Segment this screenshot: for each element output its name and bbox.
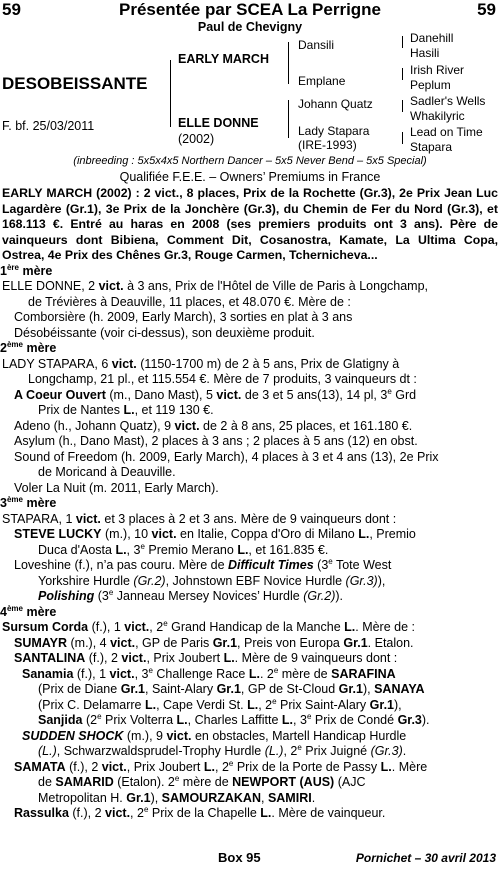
produce-steve-lucky: STEVE LUCKY (m.), 10 vict. en Italie, Coppa d'Oro di Milano L., Premio: [14, 527, 416, 541]
produce-samata-2: de SAMARID (Etalon). 2e mère de NEWPORT (AUS) (AJC: [38, 773, 366, 789]
pedigree-ggs-7: Lead on Time: [410, 125, 483, 139]
section-4th-dam: 4ème mère: [0, 603, 57, 619]
pedigree-dam-year: (2002): [178, 132, 215, 146]
produce-loveshine: Loveshine (f.), n’a pas couru. Mère de Difficult Times (3e Tote West: [14, 556, 392, 572]
produce-sanamia-3: (Prix C. Delamarre L., Cape Verdi St. L., 2e Prix Saint-Alary Gr.1),: [38, 696, 402, 712]
horse-name: DESOBEISSANTE: [2, 74, 148, 93]
produce-sudden-shock-2: (L.), Schwarzwaldsprudel-Trophy Hurdle (L.), 2e Prix Juigné (Gr.3).: [38, 742, 407, 758]
pedigree-ggs-1: Danehill: [410, 31, 454, 45]
owner-name: Paul de Chevigny: [197, 20, 303, 34]
pedigree-ggs-8: Stapara: [410, 140, 453, 154]
pedigree-dam: ELLE DONNE: [178, 116, 259, 130]
produce-loveshine-2: Yorkshire Hurdle (Gr.2), Johnstown EBF Novice Hurdle (Gr.3)),: [38, 573, 386, 588]
pedigree-ggs-5: Sadler's Wells: [410, 94, 486, 108]
produce-santalina: SANTALINA (f.), 2 vict., Prix Joubert L.. Mère de 9 vainqueurs dont :: [14, 651, 398, 665]
section-1st-dam: 1ère mère: [0, 262, 53, 278]
pedigree-ggs-4: Peplum: [410, 78, 451, 92]
qualification-note: Qualifiée F.E.E. – Owners’ Premiums in France: [119, 170, 381, 184]
produce-adeno: Adeno (h., Johann Quatz), 9 vict. de 2 à 8 ans, 25 places, et 161.180 €.: [14, 418, 413, 433]
pedigree-ggs-2: Hasili: [410, 46, 440, 60]
produce-sumayr: SUMAYR (m.), 4 vict., GP de Paris Gr.1, Preis von Europa Gr.1. Etalon.: [14, 635, 414, 650]
produce-a-coeur-ouvert-2: Prix de Nantes L., et 119 130 €.: [38, 403, 214, 417]
produce-sanamia-2: (Prix de Diane Gr.1, Saint-Alary Gr.1, GP de St-Cloud Gr.1), SANAYA: [38, 682, 425, 696]
produce-desobeissante: Désobéissante (voir ci-dessus), son deuxième produit.: [14, 325, 315, 340]
pedigree-sire-sire: Dansili: [298, 38, 335, 52]
pedigree-sire: EARLY MARCH: [178, 52, 269, 66]
produce-loveshine-3: Polishing (3e Janneau Mersey Novices’ Hurdle (Gr.2)).: [38, 587, 344, 603]
sire-paragraph: EARLY MARCH (2002) : 2 vict., 8 places, Prix de la Rochette (Gr.3), 2e Prix Jean Luc Lagardère (Gr.1), 3e Prix de la Jonchère (Gr.3), du Chemin de Fer du Nord (Gr.3), et 168.113 €. Entré au haras en 2008 (ses premiers produits ont 3 ans). Père de vainqueurs dont Bibiena, Comment Dit, Cosanostra, Kamate, La Ultima Copa, Ostrea, 4e Prix des Chênes Gr.3, Rouge Carmen, Tchernicheva...: [2, 186, 498, 262]
third-dam-line: STAPARA, 1 vict. et 3 places à 2 et 3 ans. Mère de 9 vainqueurs dont :: [2, 511, 397, 526]
inbreeding-note: (inbreeding : 5x5x4x5 Northern Dancer – 5x5 Never Bend – 5x5 Special): [73, 155, 427, 167]
produce-samata-3: Metropolitan H. Gr.1), SAMOURZAKAN, SAMIRI.: [38, 790, 316, 805]
produce-sanamia: Sanamia (f.), 1 vict., 3e Challenge Race L.. 2e mère de SARAFINA: [22, 665, 396, 681]
pedigree-sire-dam: Emplane: [298, 74, 346, 88]
page-title: Présentée par SCEA La Perrigne: [118, 0, 382, 19]
produce-samata: SAMATA (f.), 2 vict., Prix Joubert L., 2e Prix de la Porte de Passy L.. Mère: [14, 758, 428, 774]
fourth-dam-line: Sursum Corda (f.), 1 vict., 2e Grand Handicap de la Manche L.. Mère de :: [2, 618, 415, 634]
first-dam-line-2: de Trévières à Deauville, 11 places, et 48.070 €. Mère de :: [28, 294, 351, 309]
catalogue-body: [0, 186, 500, 822]
second-dam-line: LADY STAPARA, 6 vict. (1150-1700 m) de 2 à 5 ans, Prix de Glatigny à: [2, 356, 400, 371]
produce-sanamia-4: Sanjida (2e Prix Volterra L., Charles Laffitte L., 3e Prix de Condé Gr.3).: [38, 711, 430, 727]
pedigree-dam-dam: Lady Stapara: [298, 124, 370, 138]
produce-a-coeur-ouvert: A Coeur Ouvert (m., Dano Mast), 5 vict. de 3 et 5 ans(13), 14 pl, 3e Grd: [14, 386, 417, 402]
second-dam-line-2: Longchamp, 21 pl., et 115.554 €. Mère de 7 produits, 3 vainqueurs dt :: [28, 372, 417, 386]
pedigree-dam-dam-year: (IRE-1993): [298, 138, 357, 152]
produce-sound-of-freedom-2: de Moricand à Deauville.: [38, 465, 176, 479]
produce-rassulka: Rassulka (f.), 2 vict., 2e Prix de la Chapelle L.. Mère de vainqueur.: [14, 804, 386, 820]
produce-steve-lucky-2: Duca d'Aosta L., 3e Premio Merano L., et 161.835 €.: [38, 541, 329, 557]
section-2nd-dam: 2ème mère: [0, 339, 57, 355]
produce-asylum: Asylum (h., Dano Mast), 2 places à 3 ans ; 2 places à 5 ans (12) en obst.: [14, 434, 418, 448]
horse-details: F. bf. 25/03/2011: [2, 119, 95, 133]
lot-number-left: 59: [2, 0, 21, 19]
produce-sudden-shock: SUDDEN SHOCK (m.), 9 vict. en obstacles, Martell Handicap Hurdle: [22, 728, 407, 743]
first-dam-line: ELLE DONNE, 2 vict. à 3 ans, Prix de l'Hôtel de Ville de Paris à Longchamp,: [2, 279, 429, 293]
lot-number-right: 59: [477, 0, 496, 19]
produce-comborsiere: Comborsière (h. 2009, Early March), 3 sorties en plat à 3 ans: [14, 310, 353, 324]
pedigree-dam-sire: Johann Quatz: [298, 97, 373, 111]
section-3rd-dam: 3ème mère: [0, 494, 57, 510]
sale-place-date: Pornichet – 30 avril 2013: [355, 851, 496, 865]
produce-sound-of-freedom: Sound of Freedom (h. 2009, Early March), 4 places à 3 et 4 ans (13), 2e Prix: [14, 449, 439, 464]
box-number: Box 95: [218, 850, 261, 865]
produce-voler-la-nuit: Voler La Nuit (m. 2011, Early March).: [14, 480, 219, 495]
pedigree-ggs-6: Whakilyric: [410, 109, 465, 123]
pedigree-ggs-3: Irish River: [410, 63, 465, 77]
